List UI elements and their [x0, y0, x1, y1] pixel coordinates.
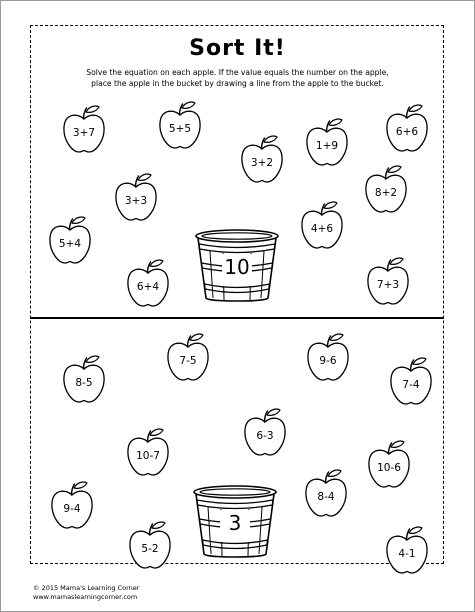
apple-equation: 10-7 [136, 450, 160, 462]
section-divider [30, 317, 444, 319]
apple-top-4[interactable] [301, 115, 353, 167]
apple-bottom-9[interactable] [46, 478, 98, 530]
apple-bottom-4[interactable] [385, 354, 437, 406]
apple-top-11[interactable] [362, 254, 414, 306]
apple-bottom-7[interactable] [363, 437, 415, 489]
apple-equation: 8-4 [317, 491, 335, 503]
apple-equation: 4-1 [398, 548, 416, 560]
apple-bottom-2[interactable] [302, 330, 354, 382]
apple-equation: 10-6 [377, 462, 401, 474]
apple-equation: 7+3 [376, 279, 400, 291]
website-text: www.mamaslearningcorner.com [33, 592, 138, 601]
copyright-text: © 2015 Mama's Learning Corner [33, 584, 140, 592]
apple-equation: 3+2 [250, 157, 274, 169]
bucket-number: 10 [224, 255, 250, 279]
apple-equation: 8-5 [75, 377, 93, 389]
apple-top-5[interactable] [381, 101, 433, 153]
apple-equation: 5+5 [168, 123, 192, 135]
worksheet-title: Sort It! [189, 36, 286, 61]
apple-bottom-6[interactable] [122, 425, 174, 477]
apple-bottom-1[interactable] [162, 330, 214, 382]
apple-top-3[interactable] [236, 132, 288, 184]
apple-top-6[interactable] [110, 170, 162, 222]
instructions-line-1: Solve the equation on each apple. If the value equals the number on the apple, [86, 68, 389, 77]
apple-bottom-10[interactable] [124, 518, 176, 570]
instructions [55, 67, 420, 89]
apple-equation: 9-4 [63, 503, 81, 515]
apple-equation: 6+6 [395, 126, 419, 138]
apple-top-9[interactable] [296, 198, 348, 250]
apple-bottom-11[interactable] [381, 523, 433, 575]
apple-top-2[interactable] [154, 98, 206, 150]
apple-top-7[interactable] [360, 162, 412, 214]
bucket-number: 3 [228, 511, 242, 535]
apple-top-8[interactable] [44, 213, 96, 265]
apple-top-1[interactable] [58, 102, 110, 154]
apple-equation: 4+6 [310, 223, 334, 235]
apple-equation: 3+3 [124, 195, 148, 207]
apple-top-10[interactable] [122, 256, 174, 308]
apple-equation: 6+4 [136, 281, 160, 293]
apple-equation: 8+2 [374, 187, 398, 199]
apple-equation: 1+9 [315, 140, 339, 152]
apple-equation: 6-3 [256, 430, 274, 442]
apple-equation: 3+7 [72, 127, 96, 139]
footer [33, 584, 139, 601]
apple-bottom-3[interactable] [58, 352, 110, 404]
instructions-line-2: place the apple in the bucket by drawing a line from the apple to the bucket. [91, 79, 384, 88]
apple-equation: 7-5 [179, 355, 197, 367]
apple-equation: 9-6 [319, 355, 337, 367]
apple-equation: 5-2 [141, 543, 159, 555]
apple-equation: 5+4 [58, 238, 82, 250]
apple-bottom-8[interactable] [300, 466, 352, 518]
apple-bottom-5[interactable] [239, 405, 291, 457]
apple-equation: 7-4 [402, 379, 420, 391]
bucket-bottom[interactable] [186, 482, 284, 562]
bucket-top[interactable] [188, 226, 286, 306]
